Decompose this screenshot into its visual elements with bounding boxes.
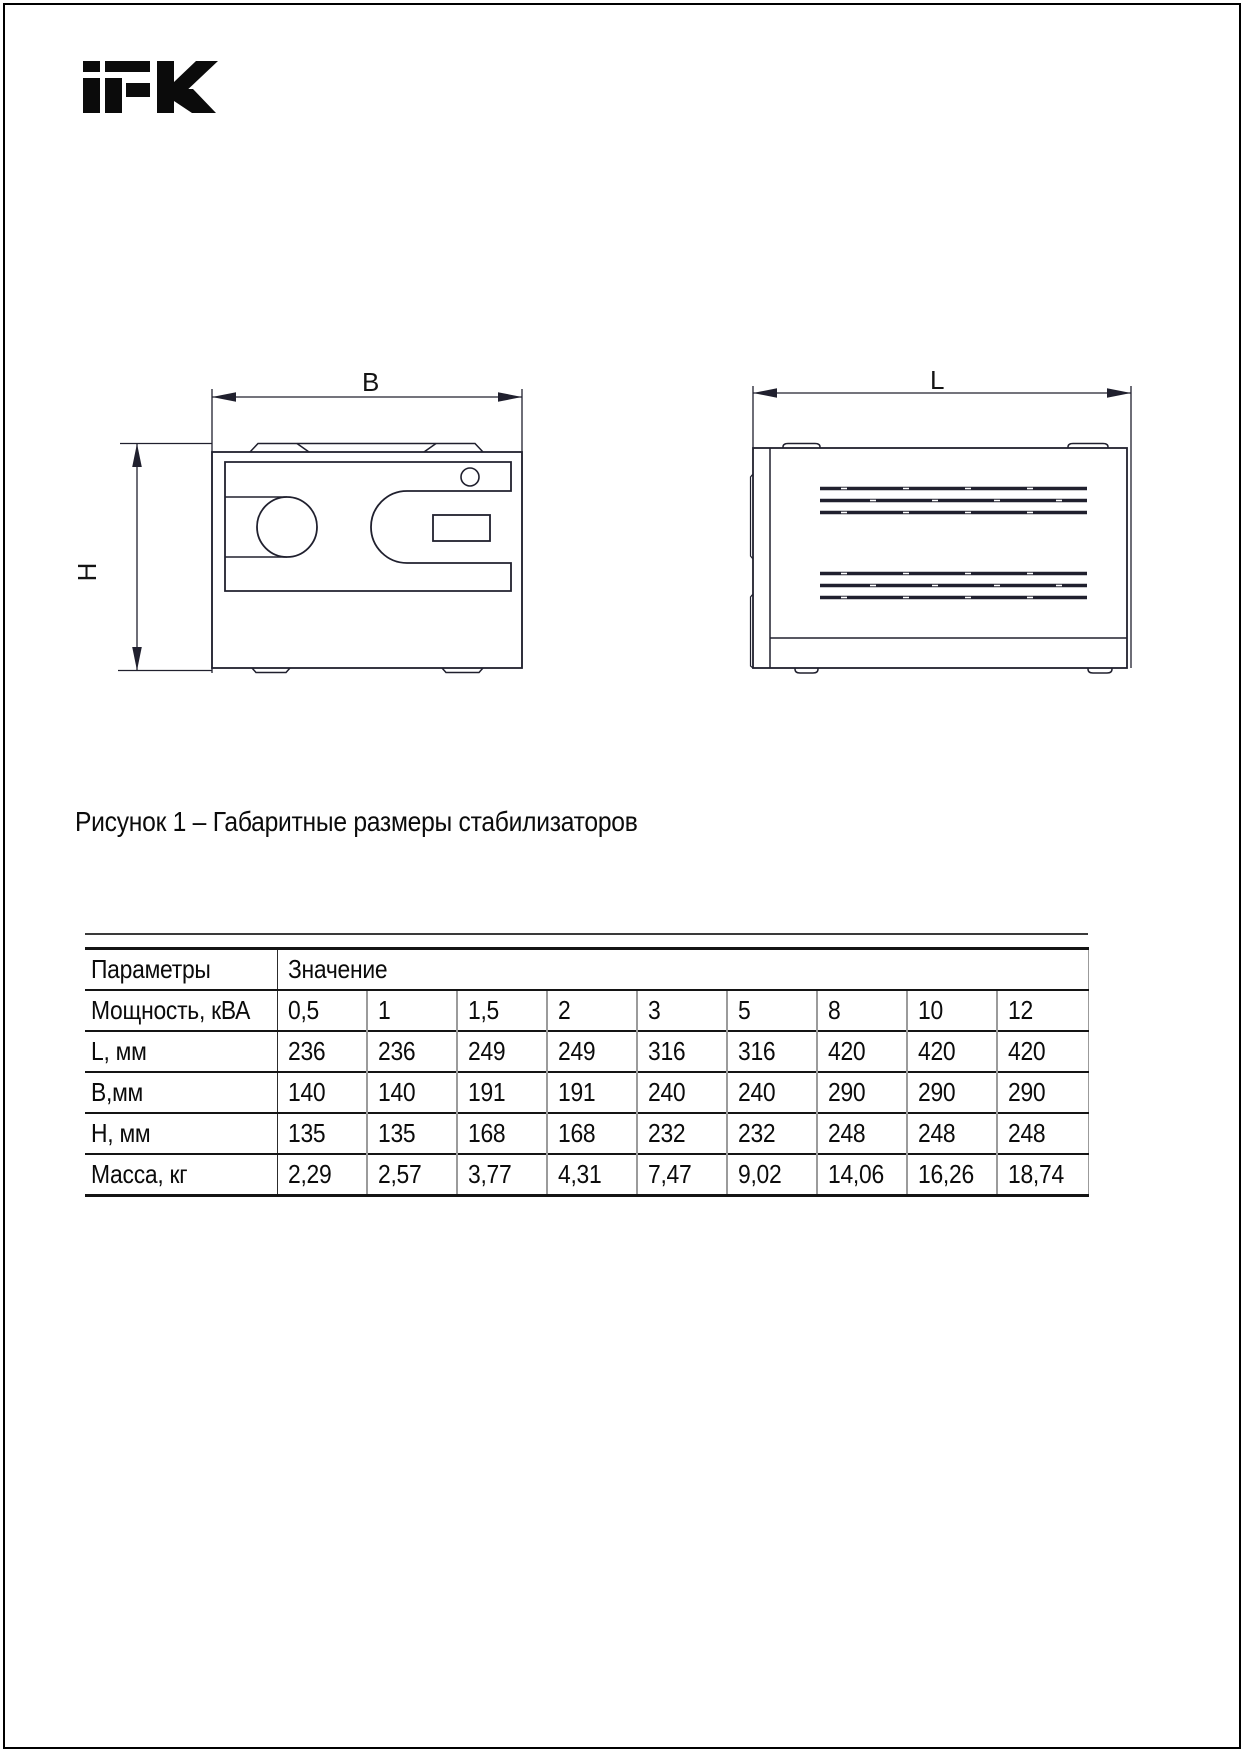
value-cell: 10: [907, 990, 997, 1031]
iek-logo: [83, 61, 218, 113]
value-cell: 168: [457, 1113, 547, 1154]
value-cell: 2: [547, 990, 637, 1031]
table-top-rule: [85, 933, 1088, 935]
value-cell: 18,74: [997, 1154, 1088, 1196]
value-cell: 420: [817, 1031, 907, 1072]
value-cell: 7,47: [637, 1154, 727, 1196]
value-cell: 248: [817, 1113, 907, 1154]
value-cell: 191: [547, 1072, 637, 1113]
value-cell: 168: [547, 1113, 637, 1154]
value-cell: 140: [367, 1072, 457, 1113]
value-cell: 135: [367, 1113, 457, 1154]
value-cell: 249: [457, 1031, 547, 1072]
value-cell: 3: [637, 990, 727, 1031]
value-cell: 236: [367, 1031, 457, 1072]
param-header-cell: Параметры: [91, 954, 211, 984]
dimension-label-h: H: [72, 562, 102, 582]
figure-caption: Рисунок 1 – Габаритные размеры стабилизаторов: [75, 806, 638, 837]
value-cell: 2,57: [367, 1154, 457, 1196]
value-cell: 316: [637, 1031, 727, 1072]
row-label-cell: В,мм: [85, 1072, 277, 1113]
value-cell: 8: [817, 990, 907, 1031]
value-cell: 12: [997, 990, 1088, 1031]
table-row-power: [85, 990, 1088, 1031]
value-cell: 248: [907, 1113, 997, 1154]
value-cell: 420: [907, 1031, 997, 1072]
front-view-drawing: [60, 370, 540, 685]
row-label-cell: L, мм: [85, 1031, 277, 1072]
value-cell: 240: [637, 1072, 727, 1113]
value-cell: 249: [547, 1031, 637, 1072]
row-label-cell: Масса, кг: [85, 1154, 277, 1196]
page-border-frame: [3, 3, 1241, 1749]
value-cell: 290: [907, 1072, 997, 1113]
value-cell: 232: [727, 1113, 817, 1154]
table-header-row: [85, 949, 1088, 991]
value-cell: 240: [727, 1072, 817, 1113]
table-row-width: [85, 1072, 1088, 1113]
value-cell: 420: [997, 1031, 1088, 1072]
value-cell: 5: [727, 990, 817, 1031]
value-cell: 4,31: [547, 1154, 637, 1196]
value-cell: 14,06: [817, 1154, 907, 1196]
table-row-length: [85, 1031, 1088, 1072]
value-cell: 248: [997, 1113, 1088, 1154]
dimension-label-b: B: [362, 370, 380, 397]
value-cell: 135: [277, 1113, 367, 1154]
value-cell: 290: [997, 1072, 1088, 1113]
value-cell: 236: [277, 1031, 367, 1072]
value-cell: 232: [637, 1113, 727, 1154]
value-cell: 140: [277, 1072, 367, 1113]
table-row-height: [85, 1113, 1088, 1154]
value-header-cell: Значение: [277, 949, 1088, 991]
value-cell: 191: [457, 1072, 547, 1113]
value-cell: 0,5: [277, 990, 367, 1031]
value-cell: 16,26: [907, 1154, 997, 1196]
value-cell: 3,77: [457, 1154, 547, 1196]
dimension-label-l: L: [930, 370, 945, 395]
value-cell: 1,5: [457, 990, 547, 1031]
table-row-mass: [85, 1154, 1088, 1196]
value-cell: 1: [367, 990, 457, 1031]
side-view-drawing: [690, 370, 1145, 685]
value-cell: 316: [727, 1031, 817, 1072]
value-cell: 290: [817, 1072, 907, 1113]
row-label-cell: Мощность, кВА: [85, 990, 277, 1031]
dimensions-table: [85, 947, 1089, 1197]
value-cell: 9,02: [727, 1154, 817, 1196]
value-cell: 2,29: [277, 1154, 367, 1196]
row-label-cell: Н, мм: [85, 1113, 277, 1154]
